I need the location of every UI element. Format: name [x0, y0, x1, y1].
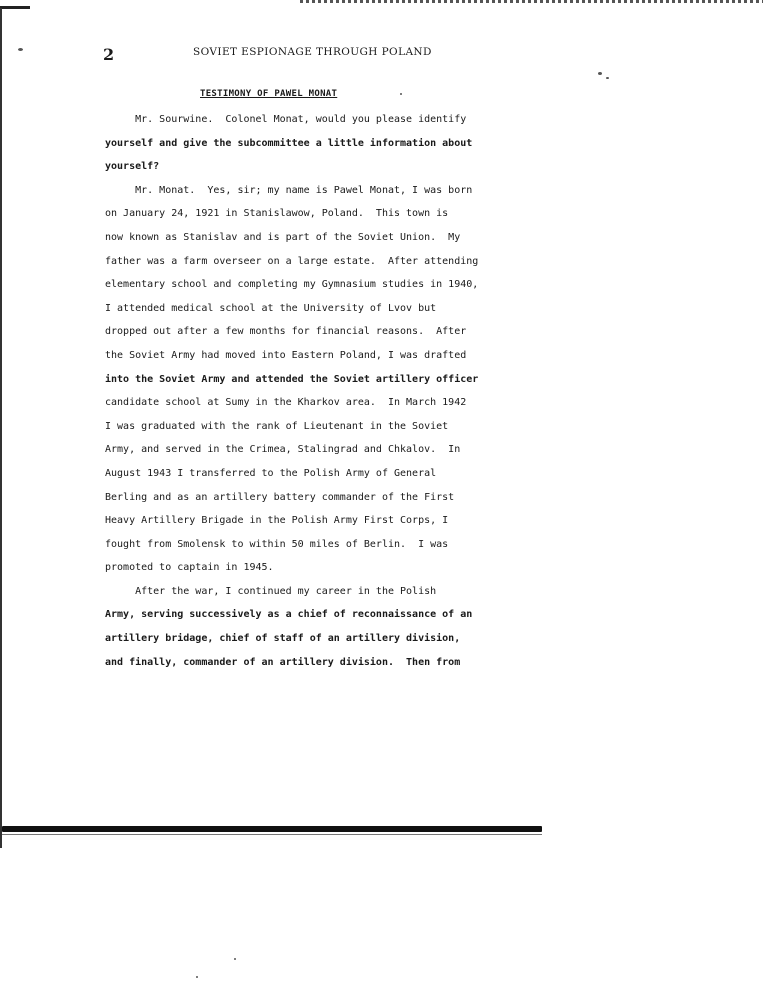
text-line: the Soviet Army had moved into Eastern Poland, I was drafted: [105, 349, 467, 361]
running-head: SOVIET ESPIONAGE THROUGH POLAND: [193, 46, 432, 58]
page-bottom-rule-shadow: [2, 834, 542, 835]
text-line: Army, and served in the Crimea, Stalingrad and Chkalov. In: [105, 444, 461, 456]
text-line: into the Soviet Army and attended the Soviet artillery officer: [105, 373, 479, 385]
text-line: promoted to captain in 1945.: [105, 562, 274, 574]
text-line: I was graduated with the rank of Lieutenant in the Soviet: [105, 420, 449, 432]
scan-speck: [234, 958, 236, 960]
text-line: yourself and give the subcommittee a little information about: [105, 137, 473, 149]
scan-speck: [598, 72, 602, 75]
scan-speck: [18, 48, 23, 51]
page-number: 2: [103, 45, 115, 64]
section-title: TESTIMONY OF PAWEL MONAT: [200, 89, 338, 99]
text-line: August 1943 I transferred to the Polish Army of General: [105, 467, 437, 479]
scan-speck: [400, 93, 402, 95]
text-line: now known as Stanislav and is part of the Soviet Union. My: [105, 231, 461, 243]
text-line: Berling and as an artillery battery commander of the First: [105, 491, 455, 503]
text-line: on January 24, 1921 in Stanislawow, Poland. This town is: [105, 208, 449, 220]
scan-speck: [606, 77, 609, 79]
text-line: father was a farm overseer on a large estate. After attending: [105, 255, 479, 267]
text-line: Army, serving successively as a chief of reconnaissance of an: [105, 609, 473, 621]
scan-left-edge: [0, 8, 2, 848]
testimony-body: [105, 108, 505, 674]
text-line: dropped out after a few months for financial reasons. After: [105, 326, 467, 338]
text-line: Mr. Sourwine. Colonel Monat, would you please identify: [105, 114, 467, 125]
text-line: I attended medical school at the University of Lvov but: [105, 302, 437, 314]
text-line: and finally, commander of an artillery division. Then from: [105, 656, 461, 668]
text-line: After the war, I continued my career in the Polish: [105, 585, 437, 597]
text-line: artillery bridage, chief of staff of an artillery division,: [105, 633, 461, 645]
text-line: candidate school at Sumy in the Kharkov area. In March 1942: [105, 397, 467, 409]
scan-speck: [196, 976, 198, 978]
text-line: Mr. Monat. Yes, sir; my name is Pawel Monat, I was born: [105, 184, 473, 196]
text-line: elementary school and completing my Gymnasium studies in 1940,: [105, 279, 479, 291]
text-line: fought from Smolensk to within 50 miles of Berlin. I was: [105, 538, 449, 550]
text-line: Heavy Artillery Brigade in the Polish Army First Corps, I: [105, 515, 449, 527]
scan-edge-mark: [0, 6, 30, 9]
scan-edge-dots: [300, 0, 763, 3]
text-line: yourself?: [105, 161, 160, 173]
page-bottom-rule: [2, 826, 542, 832]
